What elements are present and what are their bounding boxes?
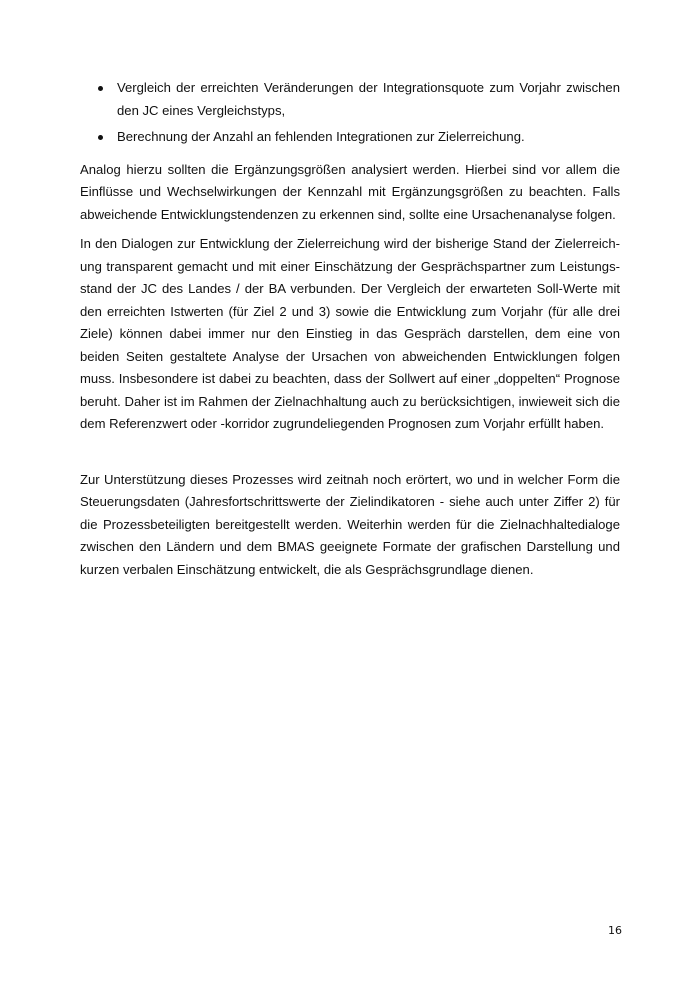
- bullet-text: Berechnung der Anzahl an fehlenden Integrationen zur Zielerreichung.: [117, 129, 525, 144]
- bullet-dot-icon: [98, 86, 103, 91]
- page-number: 16: [608, 924, 622, 937]
- paragraph: Analog hierzu sollten die Ergänzungsgrößen analysiert werden. Hierbei sind vor allem die Einflüsse und Wechselwirkungen der Kennzahl mit Ergänzungsgrößen zu beachten. Falls abweichende Entwicklungstendenzen zu erkennen sind, sollte eine Ursachenanalyse folgen.: [80, 161, 620, 222]
- bullet-dot-icon: [98, 135, 103, 140]
- paragraph: Zur Unterstützung dieses Prozesses wird zeitnah noch erörtert, wo und in welcher Form die Steuerungsdaten (Jahresfortschrittswerte der Zielindikatoren - siehe auch unter Ziffer 2) für die Prozessbeteiligten bereitgestellt werden. Weiterhin werden für die Zielnachhaltedialoge zwischen den Ländern und dem BMAS geeignete Formate der grafischen Darstellung und kurzen verbalen Einschätzung entwickelt, die als Gesprächsgrundlage dienen.: [80, 471, 620, 577]
- page-body: [80, 77, 620, 588]
- bullet-list: [80, 77, 620, 149]
- bullet-text: Vergleich der erreichten Veränderungen der Integrationsquote zum Vorjahr zwischen den JC eines Vergleichstyps,: [117, 80, 620, 118]
- bullet-item: [80, 77, 620, 122]
- bullet-item: [80, 126, 620, 149]
- paragraph: In den Dialogen zur Entwicklung der Zielerreichung wird der bisherige Stand der Zielerreichung transparent gemacht und mit einer Einschätzung der Gesprächspartner zum Leistungsstand der JC des Landes / der BA verbunden. Der Vergleich der erwarteten Soll-Werte mit den erreichten Istwerten (für Ziel 2 und 3) sowie die Entwicklung zum Vorjahr (für alle drei Ziele) können dabei immer nur den Einstieg in das Gespräch darstellen, dem eine von beiden Seiten gestaltete Analyse der Ursachen von abweichenden Entwicklungen folgen muss. Insbesondere ist dabei zu beachten, dass der Sollwert auf einer „doppelten“ Prognose beruht. Daher ist im Rahmen der Zielnachhaltung auch zu berücksichtigen, inwieweit sich die dem Referenzwert oder -korridor zugrundeliegenden Prognosen zum Vorjahr erfüllt haben.: [80, 236, 620, 431]
